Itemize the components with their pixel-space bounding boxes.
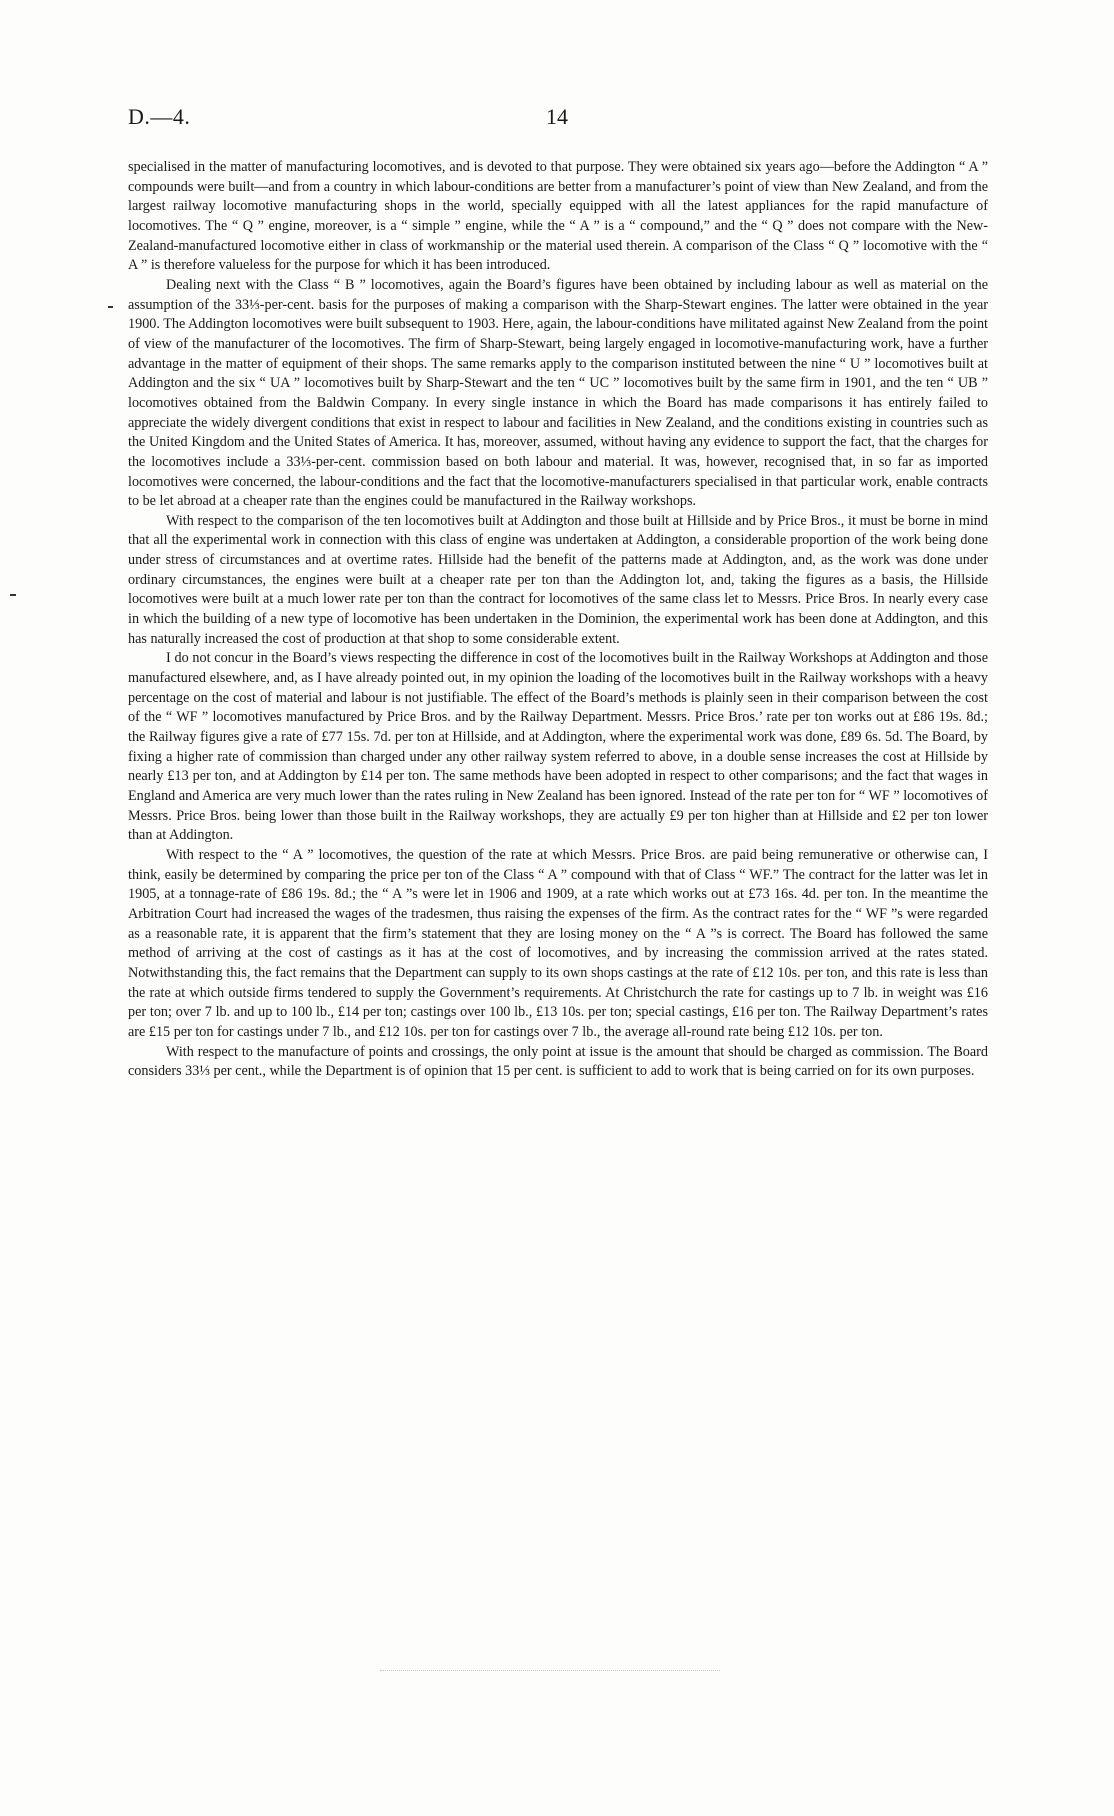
body-text xyxy=(128,158,988,1082)
margin-mark xyxy=(108,306,113,308)
paragraph-a-locomotives-castings: With respect to the “ A ” locomotives, the question of the rate at which Messrs. Price Bros. are paid being remunerative or otherwise can, I think, easily be determined by comparing the price per ton of the Class “ A ” compound with that of Class “ WF.” The contract for the latter was let in 1905, at a tonnage-rate of £86 19s. 8d.; the “ A ”s were let in 1906 and 1909, at a rate which works out at £73 16s. 4d. per ton. In the meantime the Arbitration Court had increased the wages of the tradesmen, thus raising the expenses of the firm. As the contract rates for the “ WF ”s were regarded as a reasonable rate, it is apparent that the firm’s statement that they are losing money on the “ A ”s is correct. The Board has followed the same method of arriving at the cost of castings as it has at the cost of locomotives, and by increasing the commission arrived at the rates stated. Notwithstanding this, the fact remains that the Department can supply to its own shops castings at the rate of £12 10s. per ton, and this rate is less than the rate at which outside firms tendered to supply the Government’s requirements. At Christchurch the rate for castings up to 7 lb. in weight was £16 per ton; over 7 lb. and up to 100 lb., £14 per ton; castings over 100 lb., £13 10s. per ton; special castings, £16 per ton. The Railway Department’s rates are £15 per ton for castings under 7 lb., and £12 10s. per ton for castings over 7 lb., the average all-round rate being £12 10s. per ton. xyxy=(128,846,988,1040)
document-reference: D.—4. xyxy=(128,104,191,129)
paragraph-points-crossings: With respect to the manufacture of points and crossings, the only point at issue is the amount that should be charged as commission. The Board considers 33⅓ per cent., while the Department is of opinion that 15 per cent. is sufficient to add to work that is being carried on for its own purposes. xyxy=(128,1043,988,1080)
end-rule xyxy=(380,1670,720,1671)
page-header xyxy=(128,104,988,134)
paragraph-addington-hillside-comparison: With respect to the comparison of the ten locomotives built at Addington and those built at Hillside and by Price Bros., it must be borne in mind that all the experimental work in connection with this class of engine was undertaken at Addington, a considerable proportion of the work being done under stress of circumstances and at overtime rates. Hillside had the benefit of the patterns made at Addington, and, as the work was done under ordinary circumstances, the engines were built at a cheaper rate per ton than the Addington lot, and, taking the figures as a basis, the Hillside locomotives were built at a much lower rate per ton than the contract for locomotives of the same class let to Messrs. Price Bros. In nearly every case in which the building of a new type of locomotive has been undertaken in the Dominion, the experimental work has been done at Addington, and this has naturally increased the cost of production at that shop to some considerable extent. xyxy=(128,512,988,647)
paragraph-continued: specialised in the matter of manufacturing locomotives, and is devoted to that purpose. They were obtained six years ago—before the Addington “ A ” compounds were built—and from a country in which labour-conditions are better from a manufacturer’s point of view than New Zealand, and from the largest railway locomotive manufacturing shops in the world, specially equipped with all the latest appliances for the rapid manufacture of locomotives. The “ Q ” engine, moreover, is a “ simple ” engine, while the “ A ” is a “ compound,” and the “ Q ” does not compare with the New-Zealand-manufactured locomotive either in class of workmanship or the material used therein. A comparison of the Class “ Q ” locomotive with the “ A ” is therefore valueless for the purpose for which it has been introduced. xyxy=(128,159,988,274)
margin-mark xyxy=(10,594,16,596)
paragraph-class-b-locomotives: Dealing next with the Class “ B ” locomotives, again the Board’s figures have been obtained by including labour as well as material on the assumption of the 33⅓-per-cent. basis for the purposes of making a comparison with the Sharp-Stewart engines. The latter were obtained in the year 1900. The Addington locomotives were built subsequent to 1903. Here, again, the labour-conditions have militated against New Zealand from the point of view of the manufacturer of the locomotives. The firm of Sharp-Stewart, being largely engaged in locomotive-manufacturing work, have a further advantage in the matter of equipment of their shops. The same remarks apply to the comparison instituted between the nine “ U ” locomotives built at Addington and the six “ UA ” locomotives built by Sharp-Stewart and the ten “ UC ” locomotives built by the same firm in 1901, and the ten “ UB ” locomotives obtained from the Baldwin Company. In every single instance in which the Board has made comparisons it has entirely failed to appreciate the widely divergent conditions that exist in respect to labour and facilities in New Zealand, and the conditions existing in countries such as the United Kingdom and the United States of America. It has, moreover, assumed, without having any evidence to support the fact, that the charges for the locomotives include a 33⅓-per-cent. commission based on both labour and material. It was, however, recognised that, in so far as imported locomotives were concerned, the labour-conditions and the fact that the locomotive-manufacturers specialised in that particular work, enable contracts to be let abroad at a cheaper rate than the engines could be manufactured in the Railway workshops. xyxy=(128,276,988,510)
page-number: 14 xyxy=(546,104,568,129)
paragraph-board-views: I do not concur in the Board’s views respecting the difference in cost of the locomotives built in the Railway Workshops at Addington and those manufactured elsewhere, and, as I have already pointed out, in my opinion the loading of the locomotives built in the Railway workshops with a heavy percentage on the cost of material and labour is not justifiable. The effect of the Board’s methods is plainly seen in their comparison between the cost of the “ WF ” locomotives manufactured by Price Bros. and by the Railway Department. Messrs. Price Bros.’ rate per ton works out at £86 19s. 8d.; the Railway figures give a rate of £77 15s. 7d. per ton at Hillside, and at Addington, where the experimental work was done, £89 6s. 5d. The Board, by fixing a higher rate of commission than charged under any other railway system referred to above, in a double sense increases the cost at Hillside by nearly £13 per ton, and at Addington by £14 per ton. The same methods have been adopted in respect to other comparisons; and the fact that wages in England and America are very much lower than the rates ruling in New Zealand has been ignored. Instead of the rate per ton for “ WF ” locomotives of Messrs. Price Bros. being lower than those built in the Railway workshops, they are actually £9 per ton higher than at Hillside and £2 per ton lower than at Addington. xyxy=(128,650,988,844)
